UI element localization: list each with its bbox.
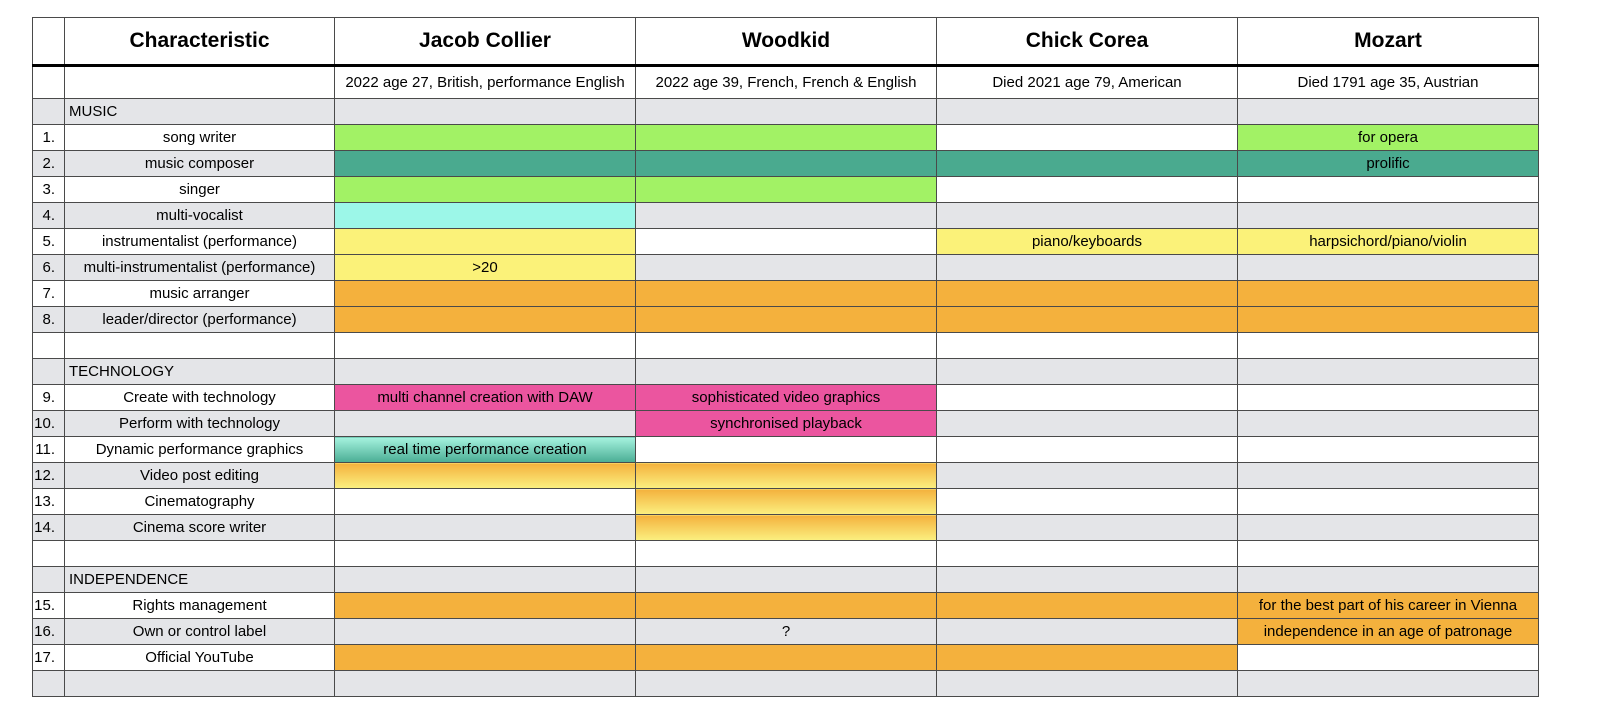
cell-chick-corea xyxy=(937,125,1238,151)
cell-jacob-collier xyxy=(335,203,636,229)
row-number: 7. xyxy=(33,281,65,307)
cell-woodkid xyxy=(636,359,937,385)
subheader-cell xyxy=(33,66,65,99)
row-number: 11. xyxy=(33,437,65,463)
table-row xyxy=(33,489,1539,515)
cell-chick-corea xyxy=(937,619,1238,645)
table-row xyxy=(33,619,1539,645)
blank-row xyxy=(33,541,1539,567)
cell-jacob-collier xyxy=(335,541,636,567)
section-row xyxy=(33,99,1539,125)
cell-woodkid xyxy=(636,229,937,255)
characteristic-label xyxy=(65,333,335,359)
characteristic-label: Rights management xyxy=(65,593,335,619)
cell-mozart xyxy=(1238,385,1539,411)
cell-woodkid xyxy=(636,203,937,229)
row-number: 8. xyxy=(33,307,65,333)
cell-jacob-collier xyxy=(335,671,636,697)
cell-mozart xyxy=(1238,437,1539,463)
cell-woodkid xyxy=(636,593,937,619)
section-row xyxy=(33,359,1539,385)
cell-chick-corea xyxy=(937,177,1238,203)
characteristic-label: music composer xyxy=(65,151,335,177)
cell-chick-corea xyxy=(937,463,1238,489)
row-number: 15. xyxy=(33,593,65,619)
row-number: 13. xyxy=(33,489,65,515)
cell-woodkid xyxy=(636,645,937,671)
characteristic-label: Create with technology xyxy=(65,385,335,411)
table-row xyxy=(33,151,1539,177)
cell-jacob-collier xyxy=(335,125,636,151)
comparison-table xyxy=(32,17,1539,697)
cell-mozart: for opera xyxy=(1238,125,1539,151)
cell-woodkid xyxy=(636,99,937,125)
characteristic-label xyxy=(65,671,335,697)
cell-jacob-collier xyxy=(335,333,636,359)
characteristic-label: Cinema score writer xyxy=(65,515,335,541)
table-row xyxy=(33,177,1539,203)
row-number: 17. xyxy=(33,645,65,671)
cell-chick-corea xyxy=(937,645,1238,671)
subheader-row xyxy=(33,66,1539,99)
cell-chick-corea xyxy=(937,515,1238,541)
cell-mozart xyxy=(1238,307,1539,333)
cell-chick-corea xyxy=(937,593,1238,619)
cell-chick-corea xyxy=(937,489,1238,515)
cell-mozart xyxy=(1238,515,1539,541)
cell-chick-corea xyxy=(937,307,1238,333)
table-row xyxy=(33,463,1539,489)
section-row xyxy=(33,567,1539,593)
subheader-cell-chick-corea: Died 2021 age 79, American xyxy=(937,66,1238,99)
characteristic-label: song writer xyxy=(65,125,335,151)
cell-chick-corea xyxy=(937,203,1238,229)
cell-chick-corea xyxy=(937,281,1238,307)
cell-jacob-collier xyxy=(335,593,636,619)
cell-jacob-collier: >20 xyxy=(335,255,636,281)
cell-mozart xyxy=(1238,281,1539,307)
header-cell-chick-corea: Chick Corea xyxy=(937,18,1238,66)
row-number: 6. xyxy=(33,255,65,281)
cell-woodkid xyxy=(636,671,937,697)
cell-jacob-collier: multi channel creation with DAW xyxy=(335,385,636,411)
cell-chick-corea xyxy=(937,671,1238,697)
cell-woodkid xyxy=(636,177,937,203)
cell-woodkid xyxy=(636,307,937,333)
header-row xyxy=(33,18,1539,66)
cell-chick-corea: piano/keyboards xyxy=(937,229,1238,255)
cell-chick-corea xyxy=(937,359,1238,385)
cell-woodkid xyxy=(636,125,937,151)
table-row xyxy=(33,593,1539,619)
cell-jacob-collier xyxy=(335,619,636,645)
table-row xyxy=(33,515,1539,541)
header-cell-woodkid: Woodkid xyxy=(636,18,937,66)
characteristic-label: singer xyxy=(65,177,335,203)
row-number: 14. xyxy=(33,515,65,541)
cell-mozart xyxy=(1238,255,1539,281)
cell-jacob-collier: real time performance creation xyxy=(335,437,636,463)
cell-chick-corea xyxy=(937,255,1238,281)
table-row xyxy=(33,385,1539,411)
cell-mozart xyxy=(1238,463,1539,489)
cell-woodkid xyxy=(636,437,937,463)
row-number: 4. xyxy=(33,203,65,229)
characteristic-label xyxy=(65,541,335,567)
cell-mozart xyxy=(1238,333,1539,359)
table-row xyxy=(33,645,1539,671)
section-heading: TECHNOLOGY xyxy=(65,359,335,385)
header-cell-characteristic: Characteristic xyxy=(65,18,335,66)
subheader-cell xyxy=(65,66,335,99)
cell-chick-corea xyxy=(937,437,1238,463)
characteristic-label: Cinematography xyxy=(65,489,335,515)
row-number xyxy=(33,333,65,359)
cell-jacob-collier xyxy=(335,411,636,437)
row-number xyxy=(33,541,65,567)
row-number: 10. xyxy=(33,411,65,437)
row-number: 9. xyxy=(33,385,65,411)
characteristic-label: multi-instrumentalist (performance) xyxy=(65,255,335,281)
cell-jacob-collier xyxy=(335,359,636,385)
characteristic-label: music arranger xyxy=(65,281,335,307)
cell-woodkid xyxy=(636,489,937,515)
cell-jacob-collier xyxy=(335,463,636,489)
cell-mozart xyxy=(1238,99,1539,125)
characteristic-label: Dynamic performance graphics xyxy=(65,437,335,463)
cell-woodkid xyxy=(636,281,937,307)
cell-jacob-collier xyxy=(335,151,636,177)
blank-row xyxy=(33,671,1539,697)
cell-woodkid xyxy=(636,541,937,567)
subheader-cell-jacob-collier: 2022 age 27, British, performance English xyxy=(335,66,636,99)
subheader-cell-woodkid: 2022 age 39, French, French & English xyxy=(636,66,937,99)
characteristic-label: instrumentalist (performance) xyxy=(65,229,335,255)
characteristic-label: multi-vocalist xyxy=(65,203,335,229)
row-number xyxy=(33,99,65,125)
row-number: 16. xyxy=(33,619,65,645)
cell-mozart xyxy=(1238,671,1539,697)
cell-chick-corea xyxy=(937,411,1238,437)
cell-jacob-collier xyxy=(335,281,636,307)
row-number: 1. xyxy=(33,125,65,151)
cell-mozart: harpsichord/piano/violin xyxy=(1238,229,1539,255)
table-row xyxy=(33,411,1539,437)
header-cell-number xyxy=(33,18,65,66)
characteristic-label: Official YouTube xyxy=(65,645,335,671)
cell-mozart xyxy=(1238,411,1539,437)
cell-mozart: independence in an age of patronage xyxy=(1238,619,1539,645)
table-row xyxy=(33,281,1539,307)
cell-mozart xyxy=(1238,645,1539,671)
cell-woodkid xyxy=(636,255,937,281)
cell-jacob-collier xyxy=(335,567,636,593)
cell-woodkid: synchronised playback xyxy=(636,411,937,437)
header-cell-jacob-collier: Jacob Collier xyxy=(335,18,636,66)
cell-jacob-collier xyxy=(335,177,636,203)
cell-jacob-collier xyxy=(335,229,636,255)
table-row xyxy=(33,125,1539,151)
cell-chick-corea xyxy=(937,567,1238,593)
cell-jacob-collier xyxy=(335,515,636,541)
cell-woodkid xyxy=(636,151,937,177)
row-number: 2. xyxy=(33,151,65,177)
table-row xyxy=(33,307,1539,333)
cell-mozart: prolific xyxy=(1238,151,1539,177)
row-number: 5. xyxy=(33,229,65,255)
table-row xyxy=(33,437,1539,463)
cell-woodkid xyxy=(636,567,937,593)
cell-chick-corea xyxy=(937,541,1238,567)
header-cell-mozart: Mozart xyxy=(1238,18,1539,66)
cell-jacob-collier xyxy=(335,489,636,515)
characteristic-label: leader/director (performance) xyxy=(65,307,335,333)
cell-jacob-collier xyxy=(335,99,636,125)
subheader-cell-mozart: Died 1791 age 35, Austrian xyxy=(1238,66,1539,99)
cell-mozart xyxy=(1238,359,1539,385)
characteristic-label: Video post editing xyxy=(65,463,335,489)
cell-woodkid: sophisticated video graphics xyxy=(636,385,937,411)
table-row xyxy=(33,229,1539,255)
cell-mozart xyxy=(1238,567,1539,593)
cell-chick-corea xyxy=(937,151,1238,177)
cell-jacob-collier xyxy=(335,645,636,671)
cell-woodkid xyxy=(636,333,937,359)
cell-mozart xyxy=(1238,541,1539,567)
cell-woodkid xyxy=(636,515,937,541)
cell-woodkid: ? xyxy=(636,619,937,645)
row-number xyxy=(33,359,65,385)
cell-mozart xyxy=(1238,177,1539,203)
cell-woodkid xyxy=(636,463,937,489)
cell-chick-corea xyxy=(937,99,1238,125)
blank-row xyxy=(33,333,1539,359)
row-number: 12. xyxy=(33,463,65,489)
row-number: 3. xyxy=(33,177,65,203)
cell-mozart xyxy=(1238,489,1539,515)
cell-jacob-collier xyxy=(335,307,636,333)
comparison-table-container xyxy=(32,17,1539,697)
table-row xyxy=(33,203,1539,229)
cell-chick-corea xyxy=(937,333,1238,359)
row-number xyxy=(33,567,65,593)
cell-mozart: for the best part of his career in Vienna xyxy=(1238,593,1539,619)
cell-mozart xyxy=(1238,203,1539,229)
row-number xyxy=(33,671,65,697)
section-heading: INDEPENDENCE xyxy=(65,567,335,593)
characteristic-label: Perform with technology xyxy=(65,411,335,437)
characteristic-label: Own or control label xyxy=(65,619,335,645)
table-row xyxy=(33,255,1539,281)
section-heading: MUSIC xyxy=(65,99,335,125)
cell-chick-corea xyxy=(937,385,1238,411)
